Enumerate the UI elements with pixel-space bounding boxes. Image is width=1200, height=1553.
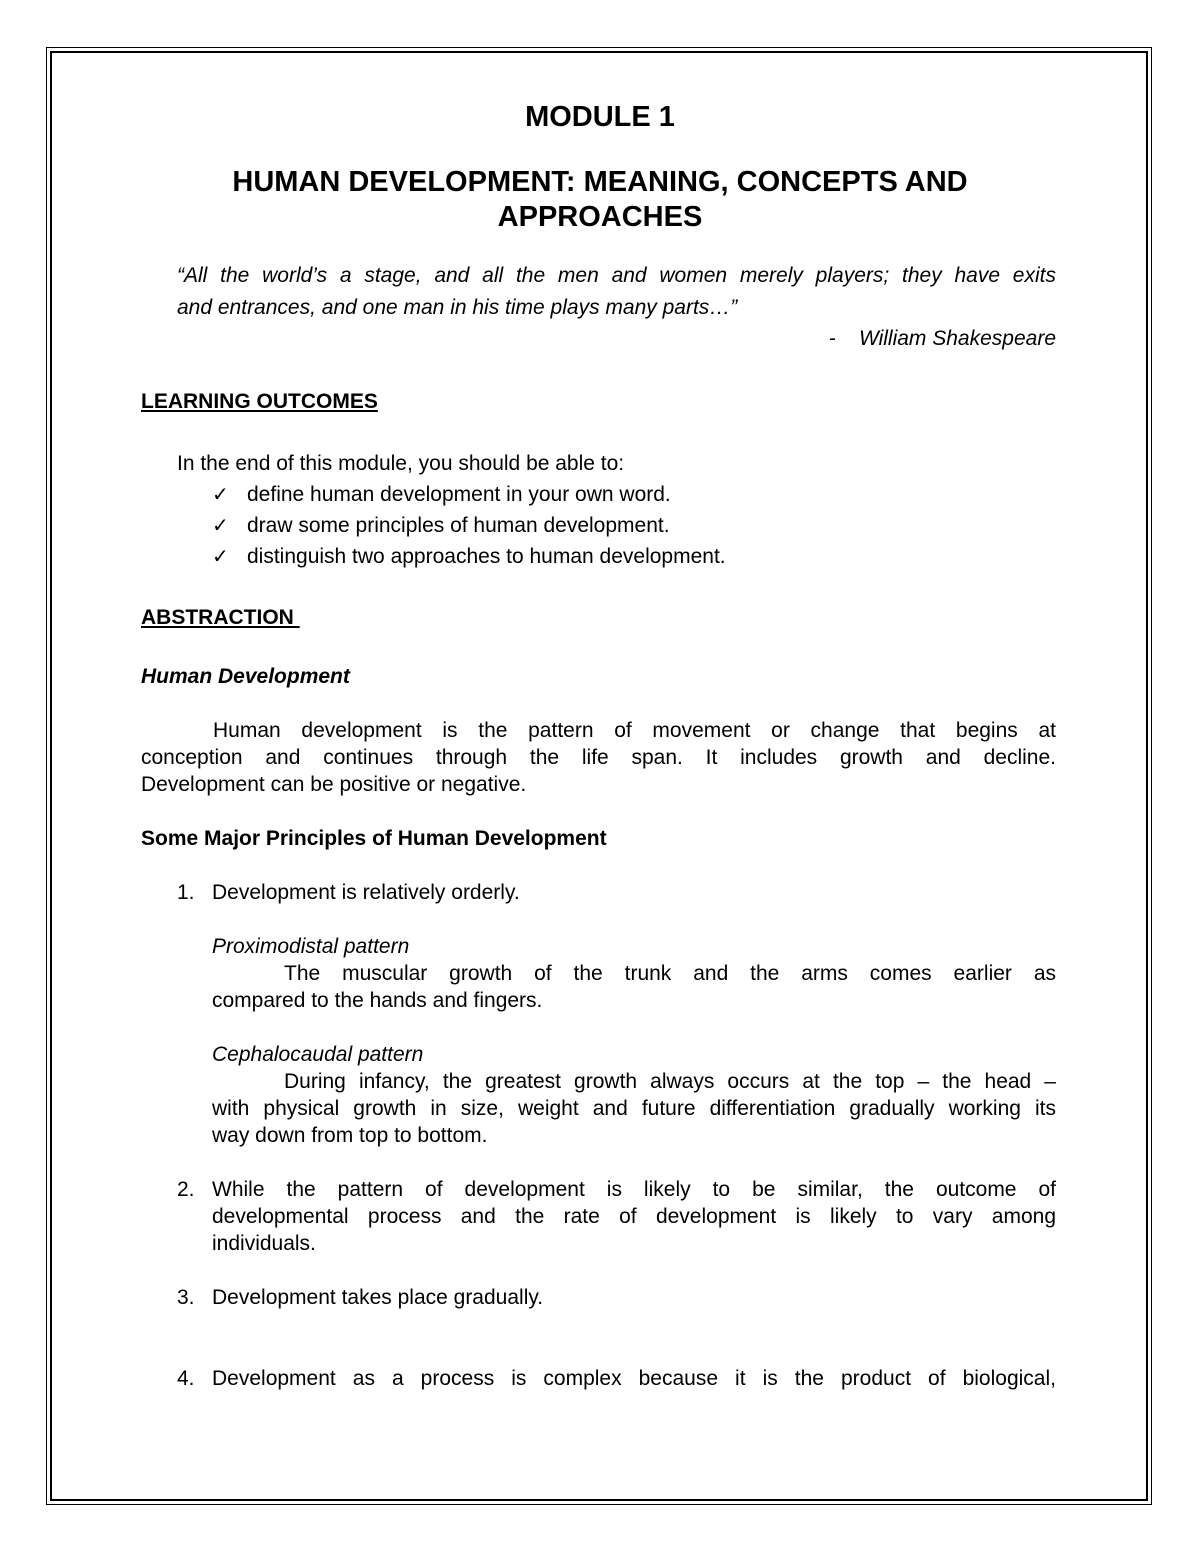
principles-heading: Some Major Principles of Human Development bbox=[141, 827, 607, 850]
proximodistal-line2: compared to the hands and fingers. bbox=[212, 989, 543, 1012]
module-title: MODULE 1 bbox=[525, 101, 675, 133]
abstraction-paragraph-line3: Development can be positive or negative. bbox=[141, 773, 527, 796]
abstraction-paragraph-line1: Human development is the pattern of movement or change that begins at bbox=[213, 719, 1056, 742]
cephalocaudal-line3: way down from top to bottom. bbox=[212, 1124, 488, 1147]
proximodistal-line1: The muscular growth of the trunk and the arms comes earlier as bbox=[284, 962, 1056, 985]
list-item-line3: individuals. bbox=[212, 1232, 316, 1255]
list-item-number: 3. bbox=[177, 1286, 195, 1309]
module-subtitle-line2: APPROACHES bbox=[497, 201, 703, 233]
checkmark-icon: ✓ bbox=[212, 484, 229, 506]
list-item-line1: Development as a process is complex because it is the product of biological, bbox=[212, 1367, 1056, 1390]
list-item-number: 1. bbox=[177, 881, 195, 904]
learning-outcomes-heading: LEARNING OUTCOMES bbox=[141, 390, 378, 413]
list-item-line2: developmental process and the rate of development is likely to vary among bbox=[212, 1205, 1056, 1228]
outcome-item: draw some principles of human development. bbox=[247, 514, 670, 537]
cephalocaudal-line2: with physical growth in size, weight and future differentiation gradually working its bbox=[212, 1097, 1056, 1120]
quote-line2: and entrances, and one man in his time plays many parts…” bbox=[177, 296, 738, 319]
outcome-item: distinguish two approaches to human development. bbox=[247, 545, 726, 568]
human-development-subheading: Human Development bbox=[141, 665, 350, 688]
list-item-text: Development takes place gradually. bbox=[212, 1286, 544, 1309]
abstraction-heading: ABSTRACTION bbox=[141, 606, 300, 629]
abstraction-paragraph-line2: conception and continues through the life span. It includes growth and decline. bbox=[141, 746, 1056, 769]
checkmark-icon: ✓ bbox=[212, 546, 229, 568]
cephalocaudal-line1: During infancy, the greatest growth always occurs at the top – the head – bbox=[284, 1070, 1056, 1093]
quote-line1: “All the world’s a stage, and all the men and women merely players; they have exits bbox=[177, 264, 1056, 287]
list-item-number: 2. bbox=[177, 1178, 195, 1201]
checkmark-icon: ✓ bbox=[212, 515, 229, 537]
quote-attribution: - William Shakespeare bbox=[828, 327, 1056, 350]
list-item-number: 4. bbox=[177, 1367, 195, 1390]
outcome-item: define human development in your own word. bbox=[247, 483, 671, 506]
proximodistal-pattern-title: Proximodistal pattern bbox=[212, 935, 410, 958]
list-item-line1: While the pattern of development is likely to be similar, the outcome of bbox=[212, 1178, 1056, 1201]
list-item-text: Development is relatively orderly. bbox=[212, 881, 520, 904]
cephalocaudal-pattern-title: Cephalocaudal pattern bbox=[212, 1043, 424, 1066]
learning-outcomes-intro: In the end of this module, you should be able to: bbox=[177, 452, 625, 475]
module-subtitle-line1: HUMAN DEVELOPMENT: MEANING, CONCEPTS AND bbox=[232, 166, 968, 198]
